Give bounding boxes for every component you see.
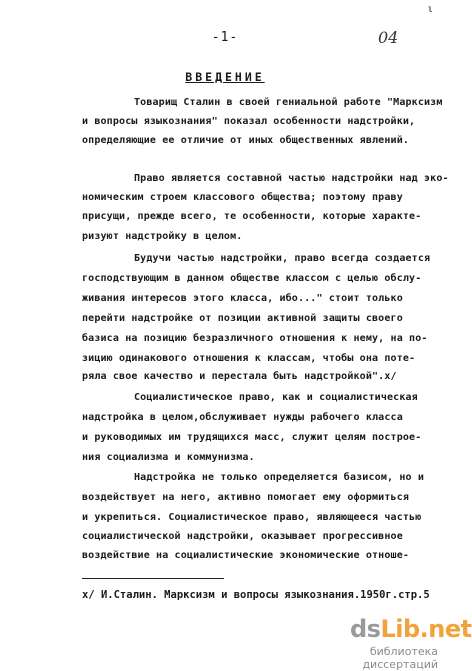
text-line: воздействует на него, активно помогает ему оформиться [82,492,410,503]
page-number: -1- [211,30,239,45]
logo-part-ds: ds [350,615,381,643]
text-line: ния социализма и коммунизма. [82,452,255,463]
text-line: надстройка в целом,обслуживает нужды рабочего класса [82,412,403,423]
text-line: Будучи частью надстройки, право всегда создается [134,253,431,264]
corner-mark: ι [427,4,434,15]
text-line: Товарищ Сталин в своей гениальной работе "Марксизм [134,97,443,108]
text-line: зицию одинакового отношения к классам, чтобы она поте- [82,353,416,364]
logo-part-lib: Lib.net [380,615,472,643]
text-line: номическим строем классового общества; поэтому праву [82,192,403,203]
footnote: х/ И.Сталин. Марксизм и вопросы языкознания.1950г.стр.5 [82,589,430,601]
text-line: Надстройка не только определяется базисом, но и [134,472,425,483]
text-line: перейти надстройке от позиции активной защиты своего [82,313,403,324]
text-line: Социалистическое право, как и социалистическая [134,392,418,403]
text-line: живания интересов этого класса, ибо..." стоит только [82,293,403,304]
text-line: социалистической надстройки, оказывает прогрессивное [82,531,403,542]
watermark-subtitle: библиотека диссертаций [362,645,438,671]
watermark[interactable] [298,615,472,671]
text-line: ризуют надстройку в целом. [82,231,243,242]
text-line: воздействие на социалистические экономические отноше- [82,550,410,561]
text-line: и укрепиться. Социалистическое право, являющееся частью [82,512,422,523]
text-line: присущи, прежде всего, те особенности, которые характе- [82,211,422,222]
text-line: определяющие ее отличие от иных общественных явлений. [82,135,410,146]
text-line: базиса на позицию безразличного отношения к нему, на по- [82,333,428,344]
text-line: Право является составной частью надстройки над эко- [134,173,449,184]
watermark-logo [350,615,472,643]
text-line: ряла свое качество и перестала быть надстройкой".х/ [82,371,397,382]
text-line: и руководимых им трудящихся масс, служит целям построе- [82,432,422,443]
section-heading: ВВЕДЕНИЕ [185,70,265,84]
text-line: господствующим в данном обществе классом с целью обслу- [82,273,422,284]
text-line: и вопросы языкознания" показал особенности надстройки, [82,116,416,127]
footnote-separator [82,578,224,579]
handwritten-page-number: 04 [378,28,399,47]
